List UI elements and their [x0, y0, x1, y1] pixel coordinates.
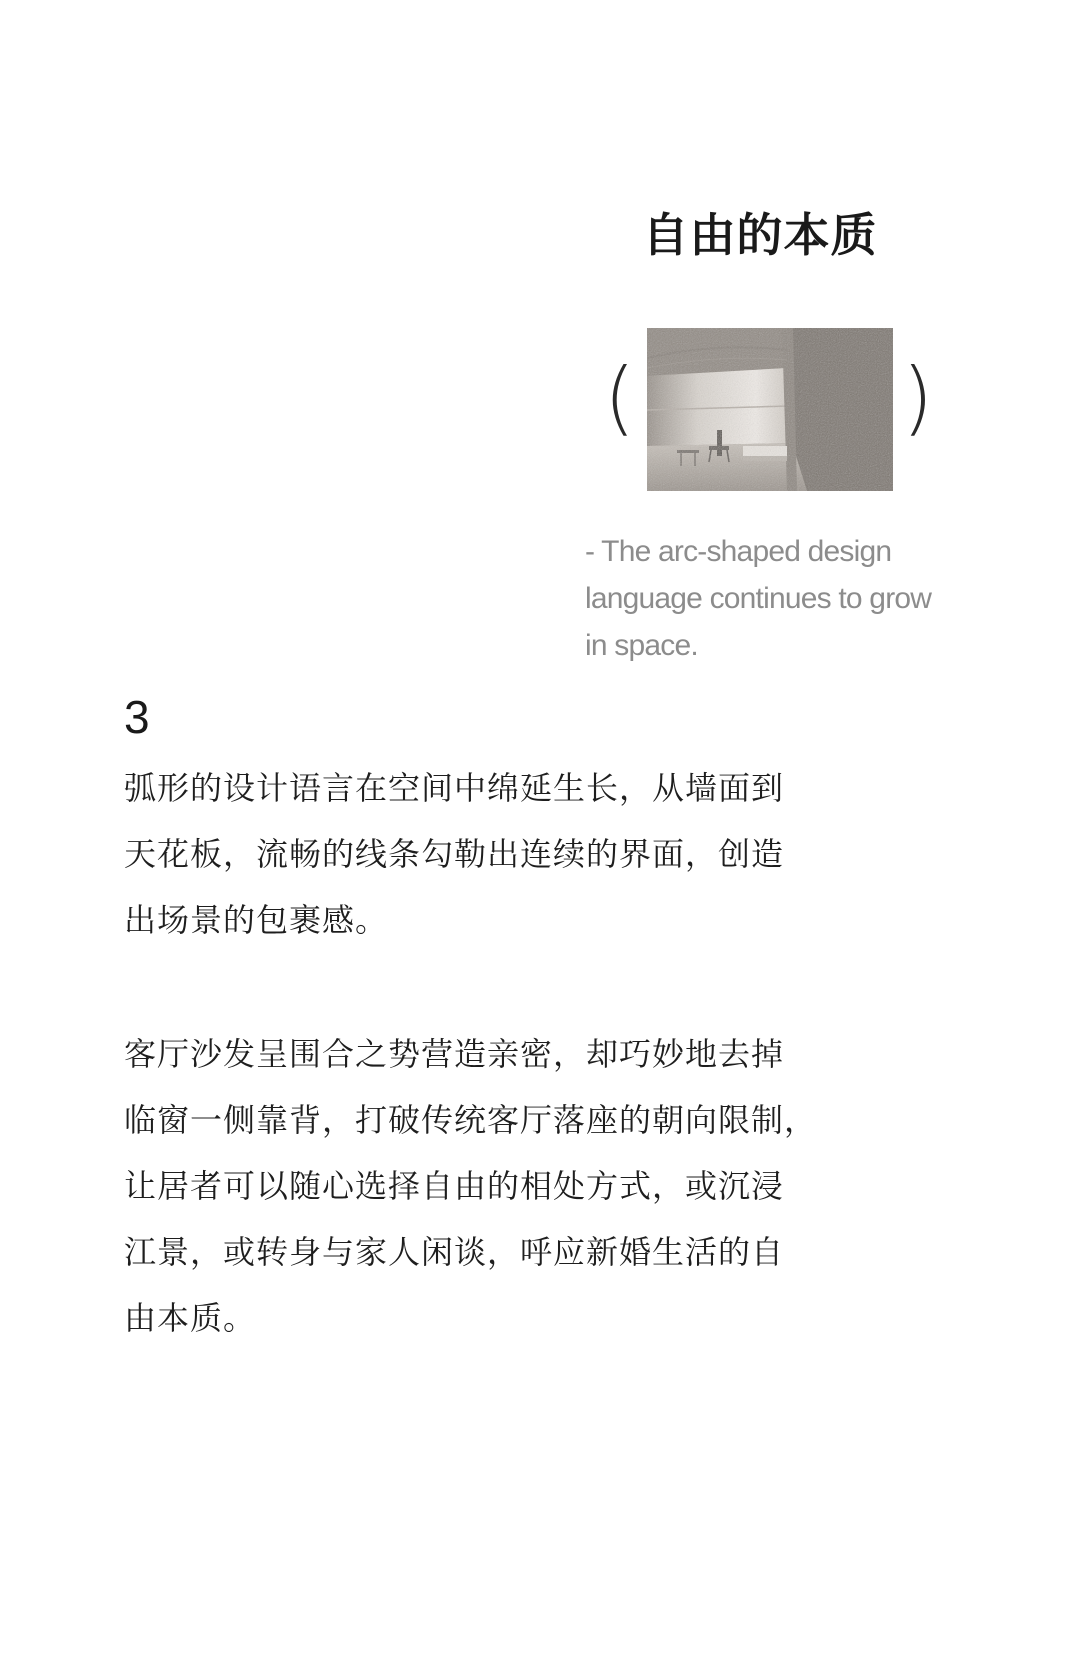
- image-caption: - The arc-shaped design language continues to grow in space.: [585, 535, 932, 662]
- interior-photo: [647, 328, 893, 491]
- right-parenthesis: ): [902, 351, 934, 444]
- interior-photo-graphic: [647, 328, 893, 491]
- section-number: 3: [124, 691, 150, 743]
- body-paragraph-2: 客厅沙发呈围合之势营造亲密，却巧妙地去掉 临窗一侧靠背，打破传统客厅落座的朝向限制， 让居者可以随心选择自由的相处方式，或沉浸 江景，或转身与家人闲谈，呼应新婚生活的自 由本质。: [124, 1035, 818, 1337]
- body-paragraph-1: 弧形的设计语言在空间中绵延生长，从墙面到 天花板，流畅的线条勾勒出连续的界面，创造 出场景的包裹感。: [124, 769, 785, 939]
- left-parenthesis: (: [604, 351, 636, 444]
- section-heading: 自由的本质: [642, 208, 878, 262]
